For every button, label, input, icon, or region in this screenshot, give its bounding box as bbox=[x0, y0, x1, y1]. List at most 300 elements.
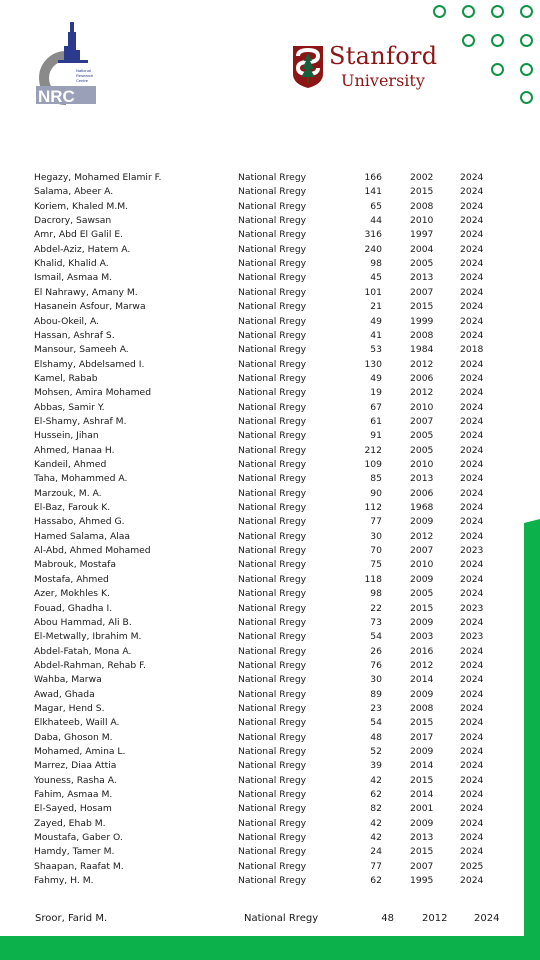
stanford-wordmark: Stanford bbox=[329, 42, 438, 70]
institution: National Rregy bbox=[238, 746, 307, 757]
table-row bbox=[0, 874, 540, 888]
institution: National Rregy bbox=[238, 315, 307, 327]
institution: National Rregy bbox=[238, 401, 307, 413]
last-year: 2024 bbox=[460, 258, 484, 270]
researcher-name: Daba, Ghoson M. bbox=[34, 731, 113, 743]
last-year: 2024 bbox=[460, 200, 484, 212]
value: 42 bbox=[370, 774, 382, 786]
researcher-name: Hassan, Ashraf S. bbox=[34, 329, 115, 341]
first-year: 2015 bbox=[410, 846, 434, 858]
last-year: 2024 bbox=[460, 516, 484, 528]
table-row bbox=[0, 702, 540, 716]
last-year: 2024 bbox=[460, 401, 484, 413]
institution: National Rregy bbox=[238, 430, 307, 442]
value: 21 bbox=[370, 301, 382, 313]
researcher-name: Fahmy, H. M. bbox=[34, 875, 94, 887]
institution: National Rregy bbox=[238, 358, 307, 370]
last-year: 2024 bbox=[460, 573, 484, 585]
table-row bbox=[0, 228, 540, 242]
last-year: 2024 bbox=[460, 215, 484, 227]
researcher-name: Magar, Hend S. bbox=[34, 702, 105, 714]
value: 76 bbox=[370, 659, 382, 671]
first-year: 2016 bbox=[410, 645, 434, 657]
last-year: 2024 bbox=[460, 875, 484, 887]
institution: National Rregy bbox=[238, 702, 307, 714]
institution: National Rregy bbox=[238, 875, 307, 887]
circle-icon bbox=[433, 5, 446, 18]
last-year: 2024 bbox=[460, 243, 484, 255]
last-year: 2023 bbox=[460, 545, 484, 557]
value: 48 bbox=[370, 731, 382, 743]
stanford-logo bbox=[291, 42, 451, 94]
institution: National Rregy bbox=[238, 215, 307, 227]
first-year: 2014 bbox=[410, 789, 434, 801]
researcher-name: Marrez, Diaa Attia bbox=[34, 760, 117, 772]
nrc-initials: NRC bbox=[38, 87, 75, 106]
institution: National Rregy bbox=[238, 372, 307, 384]
institution: National Rregy bbox=[238, 545, 307, 557]
institution: National Rregy bbox=[238, 444, 307, 456]
first-year: 2008 bbox=[410, 702, 434, 714]
last-year: 2024 bbox=[474, 913, 500, 924]
value: 62 bbox=[370, 875, 382, 887]
last-year: 2024 bbox=[460, 774, 484, 786]
researcher-name: Fahim, Asmaa M. bbox=[34, 789, 113, 801]
institution: National Rregy bbox=[238, 688, 307, 700]
last-year: 2024 bbox=[460, 702, 484, 714]
table-row bbox=[0, 271, 540, 285]
table-row bbox=[0, 372, 540, 386]
last-year: 2024 bbox=[460, 459, 484, 470]
table-row bbox=[0, 401, 540, 415]
last-year: 2024 bbox=[460, 789, 484, 801]
researcher-name: Kamel, Rabab bbox=[34, 372, 98, 384]
institution: National Rregy bbox=[238, 200, 307, 212]
first-year: 1997 bbox=[410, 229, 434, 241]
value: 53 bbox=[370, 344, 382, 356]
value: 77 bbox=[370, 516, 382, 528]
researcher-name: Koriem, Khaled M.M. bbox=[34, 200, 129, 212]
circle-icon bbox=[491, 63, 504, 76]
value: 91 bbox=[370, 430, 382, 442]
value: 41 bbox=[370, 329, 382, 341]
value: 62 bbox=[370, 789, 382, 801]
value: 19 bbox=[370, 387, 382, 399]
researcher-name: Mabrouk, Mostafa bbox=[34, 559, 117, 571]
table-row bbox=[0, 358, 540, 372]
table-row bbox=[0, 200, 540, 214]
last-year: 2024 bbox=[460, 616, 484, 628]
value: 77 bbox=[370, 860, 382, 872]
last-year: 2024 bbox=[460, 659, 484, 671]
researcher-name: Wahba, Marwa bbox=[34, 674, 102, 686]
table-row bbox=[0, 831, 540, 845]
first-year: 2013 bbox=[410, 832, 434, 844]
last-year: 2024 bbox=[460, 286, 484, 298]
researcher-name: Shaapan, Raafat M. bbox=[34, 860, 124, 872]
researcher-name: Hassabo, Ahmed G. bbox=[34, 516, 125, 528]
value: 98 bbox=[370, 588, 382, 600]
table-row bbox=[0, 688, 540, 702]
institution: National Rregy bbox=[238, 487, 307, 499]
table-row bbox=[0, 300, 540, 314]
first-year: 2009 bbox=[410, 516, 434, 528]
table-row bbox=[0, 515, 540, 529]
institution: National Rregy bbox=[238, 344, 307, 356]
institution: National Rregy bbox=[238, 559, 307, 571]
institution: National Rregy bbox=[238, 186, 307, 198]
value: 166 bbox=[364, 172, 382, 183]
first-year: 2015 bbox=[410, 774, 434, 786]
institution: National Rregy bbox=[238, 459, 307, 470]
researcher-name: Fouad, Ghadha I. bbox=[34, 602, 113, 614]
institution: National Rregy bbox=[238, 860, 307, 872]
researcher-name: Abbas, Samir Y. bbox=[34, 401, 105, 413]
first-year: 1968 bbox=[410, 502, 434, 514]
value: 49 bbox=[370, 372, 382, 384]
institution: National Rregy bbox=[238, 329, 307, 341]
institution: National Rregy bbox=[238, 172, 307, 183]
researcher-name: Hamed Salama, Alaa bbox=[34, 530, 131, 542]
first-year: 2002 bbox=[410, 172, 434, 183]
last-year: 2024 bbox=[460, 717, 484, 729]
institution: National Rregy bbox=[238, 616, 307, 628]
last-year: 2024 bbox=[460, 645, 484, 657]
researcher-name: Sroor, Farid M. bbox=[35, 913, 108, 924]
last-year: 2024 bbox=[460, 229, 484, 241]
table-row bbox=[0, 386, 540, 400]
table-row bbox=[0, 673, 540, 687]
table-row bbox=[0, 817, 540, 831]
last-year: 2023 bbox=[460, 602, 484, 614]
value: 67 bbox=[370, 401, 382, 413]
last-year: 2024 bbox=[460, 415, 484, 427]
researcher-name: Awad, Ghada bbox=[34, 688, 95, 700]
table-row bbox=[0, 602, 540, 616]
table-row bbox=[0, 573, 540, 587]
institution: National Rregy bbox=[238, 832, 307, 844]
last-year: 2024 bbox=[460, 372, 484, 384]
first-year: 2009 bbox=[410, 688, 434, 700]
last-year: 2024 bbox=[460, 186, 484, 198]
researcher-name: Mohamed, Amina L. bbox=[34, 746, 126, 757]
last-year: 2024 bbox=[460, 530, 484, 542]
first-year: 2006 bbox=[410, 372, 434, 384]
institution: National Rregy bbox=[238, 659, 307, 671]
first-year: 2010 bbox=[410, 215, 434, 227]
nrc-line-2: Research bbox=[76, 73, 94, 78]
last-year: 2024 bbox=[460, 272, 484, 284]
value: 44 bbox=[370, 215, 382, 227]
value: 42 bbox=[370, 832, 382, 844]
value: 65 bbox=[370, 200, 382, 212]
value: 240 bbox=[364, 243, 382, 255]
first-year: 2010 bbox=[410, 401, 434, 413]
first-year: 2001 bbox=[410, 803, 434, 815]
researcher-name: Dacrory, Sawsan bbox=[34, 215, 112, 227]
last-year: 2024 bbox=[460, 588, 484, 600]
researcher-name: Abou Hammad, Ali B. bbox=[34, 616, 132, 628]
first-year: 2009 bbox=[410, 746, 434, 757]
first-year: 2007 bbox=[410, 415, 434, 427]
first-year: 2010 bbox=[410, 459, 434, 470]
stanford-subtitle: University bbox=[341, 71, 425, 90]
last-year: 2018 bbox=[460, 344, 484, 356]
value: 42 bbox=[370, 817, 382, 829]
institution: National Rregy bbox=[238, 243, 307, 255]
institution: National Rregy bbox=[238, 387, 307, 399]
researcher-name: Mansour, Sameeh A. bbox=[34, 344, 129, 356]
table-row bbox=[0, 616, 540, 630]
institution: National Rregy bbox=[238, 817, 307, 829]
value: 39 bbox=[370, 760, 382, 772]
value: 75 bbox=[370, 559, 382, 571]
table-row bbox=[0, 458, 540, 472]
value: 112 bbox=[364, 502, 382, 514]
table-row bbox=[0, 912, 540, 926]
first-year: 2008 bbox=[410, 329, 434, 341]
researcher-name: Elkhateeb, Waill A. bbox=[34, 717, 120, 729]
table-row bbox=[0, 472, 540, 486]
researcher-name: Ahmed, Hanaa H. bbox=[34, 444, 115, 456]
table-row bbox=[0, 645, 540, 659]
first-year: 2014 bbox=[410, 760, 434, 772]
value: 22 bbox=[370, 602, 382, 614]
first-year: 2009 bbox=[410, 616, 434, 628]
first-year: 1999 bbox=[410, 315, 434, 327]
institution: National Rregy bbox=[238, 502, 307, 514]
researcher-name: Al-Abd, Ahmed Mohamed bbox=[34, 545, 151, 557]
table-row bbox=[0, 544, 540, 558]
last-year: 2024 bbox=[460, 430, 484, 442]
last-year: 2024 bbox=[460, 832, 484, 844]
table-row bbox=[0, 429, 540, 443]
table-row bbox=[0, 444, 540, 458]
first-year: 2007 bbox=[410, 545, 434, 557]
last-year: 2024 bbox=[460, 301, 484, 313]
first-year: 2012 bbox=[422, 913, 448, 924]
table-row bbox=[0, 487, 540, 501]
table-row bbox=[0, 731, 540, 745]
researcher-name: Zayed, Ehab M. bbox=[34, 817, 106, 829]
value: 109 bbox=[364, 459, 382, 470]
first-year: 2008 bbox=[410, 200, 434, 212]
first-year: 2015 bbox=[410, 602, 434, 614]
last-year: 2024 bbox=[460, 444, 484, 456]
circle-icon bbox=[520, 63, 533, 76]
first-year: 2010 bbox=[410, 559, 434, 571]
table-row bbox=[0, 774, 540, 788]
last-year: 2024 bbox=[460, 817, 484, 829]
value: 52 bbox=[370, 746, 382, 757]
institution: National Rregy bbox=[238, 573, 307, 585]
first-year: 2013 bbox=[410, 473, 434, 485]
table-row bbox=[0, 530, 540, 544]
researcher-name: Hussein, Jihan bbox=[34, 430, 99, 442]
last-year: 2024 bbox=[460, 473, 484, 485]
table-row bbox=[0, 659, 540, 673]
first-year: 2005 bbox=[410, 258, 434, 270]
researcher-name: Salama, Abeer A. bbox=[34, 186, 114, 198]
institution: National Rregy bbox=[238, 473, 307, 485]
last-year: 2024 bbox=[460, 688, 484, 700]
last-year: 2024 bbox=[460, 760, 484, 772]
table-row bbox=[0, 315, 540, 329]
institution: National Rregy bbox=[238, 731, 307, 743]
first-year: 2004 bbox=[410, 243, 434, 255]
nrc-logo bbox=[36, 20, 96, 106]
researcher-name: Youness, Rasha A. bbox=[34, 774, 117, 786]
institution: National Rregy bbox=[238, 272, 307, 284]
last-year: 2024 bbox=[460, 746, 484, 757]
value: 23 bbox=[370, 702, 382, 714]
last-year: 2024 bbox=[460, 502, 484, 514]
table-row bbox=[0, 716, 540, 730]
researcher-name: Amr, Abd El Galil E. bbox=[34, 229, 124, 241]
value: 141 bbox=[364, 186, 382, 198]
table-row bbox=[0, 860, 540, 874]
value: 101 bbox=[364, 286, 382, 298]
institution: National Rregy bbox=[244, 913, 319, 924]
table-row bbox=[0, 587, 540, 601]
researcher-name: El-Sayed, Hosam bbox=[34, 803, 112, 815]
value: 89 bbox=[370, 688, 382, 700]
institution: National Rregy bbox=[238, 717, 307, 729]
value: 85 bbox=[370, 473, 382, 485]
researcher-name: Abdel-Rahman, Rehab F. bbox=[34, 659, 146, 671]
last-year: 2023 bbox=[460, 631, 484, 643]
researcher-name: Hamdy, Tamer M. bbox=[34, 846, 115, 858]
value: 82 bbox=[370, 803, 382, 815]
value: 45 bbox=[370, 272, 382, 284]
table-row bbox=[0, 214, 540, 228]
first-year: 2009 bbox=[410, 573, 434, 585]
table-row bbox=[0, 558, 540, 572]
researcher-name: El-Shamy, Ashraf M. bbox=[34, 415, 127, 427]
circle-icon bbox=[491, 5, 504, 18]
institution: National Rregy bbox=[238, 645, 307, 657]
first-year: 2012 bbox=[410, 387, 434, 399]
value: 48 bbox=[381, 913, 394, 924]
value: 98 bbox=[370, 258, 382, 270]
last-year: 2024 bbox=[460, 846, 484, 858]
institution: National Rregy bbox=[238, 674, 307, 686]
value: 24 bbox=[370, 846, 382, 858]
value: 30 bbox=[370, 530, 382, 542]
table-row bbox=[0, 788, 540, 802]
table-row bbox=[0, 243, 540, 257]
last-year: 2024 bbox=[460, 329, 484, 341]
table-row bbox=[0, 329, 540, 343]
institution: National Rregy bbox=[238, 760, 307, 772]
table-row bbox=[0, 759, 540, 773]
institution: National Rregy bbox=[238, 631, 307, 643]
first-year: 2015 bbox=[410, 301, 434, 313]
first-year: 1995 bbox=[410, 875, 434, 887]
researcher-name: Khalid, Khalid A. bbox=[34, 258, 109, 270]
researcher-name: Abdel-Aziz, Hatem A. bbox=[34, 243, 131, 255]
institution: National Rregy bbox=[238, 301, 307, 313]
institution: National Rregy bbox=[238, 774, 307, 786]
researcher-name: Abou-Okeil, A. bbox=[34, 315, 99, 327]
table-row bbox=[0, 745, 540, 759]
researcher-name: Kandeil, Ahmed bbox=[34, 459, 107, 470]
researcher-name: Mohsen, Amira Mohamed bbox=[34, 387, 152, 399]
institution: National Rregy bbox=[238, 286, 307, 298]
table-row bbox=[0, 343, 540, 357]
researcher-name: Abdel-Fatah, Mona A. bbox=[34, 645, 132, 657]
value: 61 bbox=[370, 415, 382, 427]
researcher-name: El Nahrawy, Amany M. bbox=[34, 286, 138, 298]
last-year: 2024 bbox=[460, 674, 484, 686]
researcher-name: El-Baz, Farouk K. bbox=[34, 502, 111, 514]
last-year: 2024 bbox=[460, 358, 484, 370]
circle-icon bbox=[520, 91, 533, 104]
value: 49 bbox=[370, 315, 382, 327]
circle-icon bbox=[462, 34, 475, 47]
institution: National Rregy bbox=[238, 602, 307, 614]
researcher-name: El-Metwally, Ibrahim M. bbox=[34, 631, 142, 643]
researcher-name: Ismail, Asmaa M. bbox=[34, 272, 113, 284]
institution: National Rregy bbox=[238, 588, 307, 600]
first-year: 2007 bbox=[410, 860, 434, 872]
first-year: 2005 bbox=[410, 430, 434, 442]
first-year: 2005 bbox=[410, 444, 434, 456]
researcher-name: Marzouk, M. A. bbox=[34, 487, 102, 499]
value: 212 bbox=[364, 444, 382, 456]
value: 54 bbox=[370, 631, 382, 643]
value: 70 bbox=[370, 545, 382, 557]
researcher-name: Moustafa, Gaber O. bbox=[34, 832, 123, 844]
circle-icon bbox=[520, 5, 533, 18]
institution: National Rregy bbox=[238, 415, 307, 427]
researcher-name: Hasanein Asfour, Marwa bbox=[34, 301, 146, 313]
last-year: 2024 bbox=[460, 387, 484, 399]
researcher-name: Taha, Mohammed A. bbox=[34, 473, 128, 485]
value: 26 bbox=[370, 645, 382, 657]
table-row bbox=[0, 257, 540, 271]
value: 118 bbox=[364, 573, 382, 585]
last-year: 2024 bbox=[460, 487, 484, 499]
table-row bbox=[0, 415, 540, 429]
value: 90 bbox=[370, 487, 382, 499]
last-year: 2024 bbox=[460, 172, 484, 183]
table-row bbox=[0, 630, 540, 644]
institution: National Rregy bbox=[238, 516, 307, 528]
first-year: 2012 bbox=[410, 530, 434, 542]
first-year: 2005 bbox=[410, 588, 434, 600]
value: 30 bbox=[370, 674, 382, 686]
stanford-tree-icon bbox=[291, 44, 325, 90]
circle-icon bbox=[462, 5, 475, 18]
table-row bbox=[0, 185, 540, 199]
researcher-name: Azer, Mokhles K. bbox=[34, 588, 110, 600]
first-year: 2007 bbox=[410, 286, 434, 298]
first-year: 2012 bbox=[410, 659, 434, 671]
first-year: 2003 bbox=[410, 631, 434, 643]
first-year: 2006 bbox=[410, 487, 434, 499]
last-year: 2024 bbox=[460, 803, 484, 815]
value: 130 bbox=[364, 358, 382, 370]
institution: National Rregy bbox=[238, 789, 307, 801]
institution: National Rregy bbox=[238, 229, 307, 241]
table-row bbox=[0, 501, 540, 515]
value: 73 bbox=[370, 616, 382, 628]
last-year: 2024 bbox=[460, 731, 484, 743]
institution: National Rregy bbox=[238, 846, 307, 858]
researcher-name: Hegazy, Mohamed Elamir F. bbox=[34, 172, 162, 183]
institution: National Rregy bbox=[238, 258, 307, 270]
